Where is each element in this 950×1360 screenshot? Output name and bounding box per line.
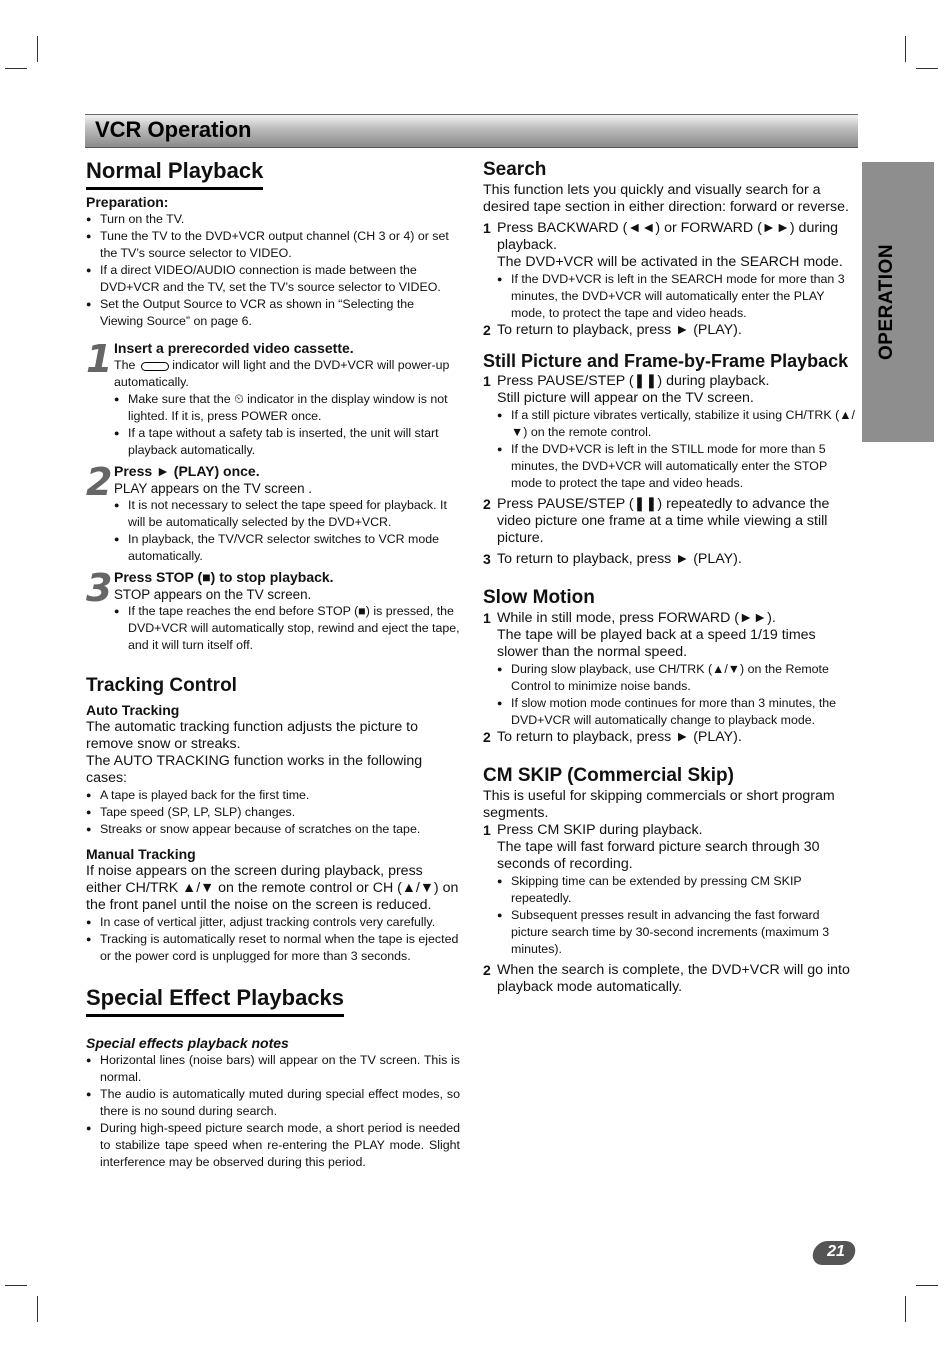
paragraph: This is useful for skipping commercials or short program segments.	[483, 788, 835, 821]
search-step-2	[483, 322, 855, 339]
step-number: 1	[483, 822, 491, 838]
still-step-2	[483, 496, 855, 547]
list-item: ● If the DVD+VCR is left in the SEARCH mode for more than 3 minutes, the DVD+VCR will automatically enter the PLAY mode, to protect the tape and video heads.	[497, 271, 855, 322]
list-item: ● During slow playback, use CH/TRK (▲/▼) on the Remote Control to minimize noise bands.	[497, 661, 855, 695]
list-item: ● Make sure that the ⏲ indicator in the display window is not lighted. If it is, press POWER once.	[114, 391, 460, 425]
step-title: Insert a prerecorded video cassette.	[114, 340, 354, 356]
left-column	[86, 156, 460, 1171]
list-item: ● In case of vertical jitter, adjust tracking controls very carefully.	[86, 914, 460, 931]
list-item: ● During high-speed picture search mode, a short period is needed to stabilize tape speed when re-entering the PLAY mode. Slight interference may be observed during this period.	[86, 1120, 460, 1171]
list-item: ● Skipping time can be extended by pressing CM SKIP repeatedly.	[497, 873, 855, 907]
step-text: Press PAUSE/STEP (❚❚) repeatedly to advance the video picture one frame at a time while viewing a still picture.	[497, 496, 830, 546]
step-text: The tape will fast forward picture search through 30 seconds of recording.	[497, 839, 820, 872]
list-item: ● The audio is automatically muted during special effect modes, so there is no sound during search.	[86, 1086, 460, 1120]
step-text: Press CM SKIP during playback.	[497, 822, 703, 838]
side-tab	[862, 162, 934, 442]
step-text: While in still mode, press FORWARD (►►).	[497, 610, 776, 626]
cmskip-step-2	[483, 962, 855, 996]
step-number: 2	[86, 460, 113, 504]
step-notes	[497, 271, 855, 322]
step-title: Press STOP (■) to stop playback.	[114, 569, 334, 585]
paragraph: The automatic tracking function adjusts the picture to remove snow or streaks.	[86, 719, 419, 752]
list-item: ● If a still picture vibrates vertically, stabilize it using CH/TRK (▲/▼) on the remote control.	[497, 407, 855, 441]
crop-mark	[37, 36, 38, 62]
tape-indicator-icon	[139, 361, 169, 371]
manual-tracking-list	[86, 914, 460, 965]
step-notes	[114, 603, 460, 654]
slow-motion-heading: Slow Motion	[483, 587, 595, 608]
step-text: PLAY appears on the TV screen .	[114, 481, 313, 496]
list-item: ● If slow motion mode continues for more than 3 minutes, the DVD+VCR will automatically change to playback mode.	[497, 695, 855, 729]
list-item: ● It is not necessary to select the tape speed for playback. It will be automatically selected by the DVD+VCR.	[114, 497, 460, 531]
step-number: 1	[86, 337, 113, 381]
special-effect-heading: Special Effect Playbacks	[86, 983, 344, 1017]
still-step-3	[483, 551, 855, 568]
side-tab-label: OPERATION	[876, 243, 897, 360]
step-text: To return to playback, press ► (PLAY).	[497, 322, 742, 338]
step-text: STOP appears on the TV screen.	[114, 587, 312, 602]
crop-mark	[916, 68, 938, 69]
page-title: VCR Operation	[95, 117, 252, 142]
paragraph: This function lets you quickly and visually search for a desired tape section in either direction: forward or reverse.	[483, 182, 849, 215]
cmskip-step-1	[483, 822, 855, 958]
step-text: When the search is complete, the DVD+VCR will go into playback mode automatically.	[497, 962, 850, 995]
step-text: Press PAUSE/STEP (❚❚) during playback.	[497, 373, 770, 389]
tracking-control-heading: Tracking Control	[86, 675, 237, 696]
list-item: ● In playback, the TV/VCR selector switches to VCR mode automatically.	[114, 531, 460, 565]
still-step-1	[483, 373, 855, 492]
list-item: ● If a direct VIDEO/AUDIO connection is made between the DVD+VCR and the TV, set the TV’s source selector to VIDEO.	[86, 262, 460, 296]
list-item: ● Tune the TV to the DVD+VCR output channel (CH 3 or 4) or set the TV’s source selector to VIDEO.	[86, 228, 460, 262]
step-text: To return to playback, press ► (PLAY).	[497, 551, 742, 567]
section-header-bar	[85, 114, 858, 148]
list-item: ● A tape is played back for the first time.	[86, 787, 460, 804]
list-item: ● If the DVD+VCR is left in the STILL mode for more than 5 minutes, the DVD+VCR will automatically enter the STOP mode to protect the tape and video heads.	[497, 441, 855, 492]
paragraph: The AUTO TRACKING function works in the following cases:	[86, 753, 423, 786]
step-number: 2	[483, 729, 491, 745]
step-notes	[497, 873, 855, 958]
search-step-1	[483, 220, 855, 322]
step-text: To return to playback, press ► (PLAY).	[497, 729, 742, 745]
list-item: ● Tracking is automatically reset to normal when the tape is ejected or the power cord is unplugged for more than 3 seconds.	[86, 931, 460, 965]
step-text: The tape will be played back at a speed 1/19 times slower than the normal speed.	[497, 627, 816, 660]
list-item: ● If a tape without a safety tab is inserted, the unit will start playback automatically.	[114, 425, 460, 459]
list-item: ● Tape speed (SP, LP, SLP) changes.	[86, 804, 460, 821]
list-item: ● Set the Output Source to VCR as shown in “Selecting the Viewing Source” on page 6.	[86, 296, 460, 330]
step-number: 2	[483, 962, 491, 978]
playback-step-2	[86, 460, 460, 565]
auto-tracking-heading: Auto Tracking	[86, 702, 180, 718]
step-number: 1	[483, 610, 491, 626]
search-heading: Search	[483, 159, 547, 180]
preparation-list	[86, 211, 460, 330]
step-number: 2	[483, 322, 491, 338]
step-text: The DVD+VCR will be activated in the SEARCH mode.	[497, 254, 843, 270]
step-number: 3	[86, 566, 113, 610]
step-notes	[114, 391, 460, 459]
playback-step-1	[86, 337, 460, 459]
step-text: The indicator will light and the DVD+VCR will power-up automatically.	[114, 358, 450, 389]
step-number: 2	[483, 496, 491, 512]
list-item: ● Streaks or snow appear because of scratches on the tape.	[86, 821, 460, 838]
slow-step-1	[483, 610, 855, 729]
crop-mark	[905, 36, 906, 62]
manual-tracking-heading: Manual Tracking	[86, 846, 196, 862]
still-picture-heading: Still Picture and Frame-by-Frame Playback	[483, 351, 849, 371]
step-notes	[497, 661, 855, 729]
step-title: Press ► (PLAY) once.	[114, 463, 260, 479]
crop-mark	[5, 1285, 27, 1286]
paragraph: If noise appears on the screen during playback, press either CH/TRK ▲/▼ on the remote control or CH (▲/▼) on the front panel until the noise on the screen is reduced.	[86, 863, 459, 913]
preparation-heading: Preparation:	[86, 194, 169, 210]
step-text: Press BACKWARD (◄◄) or FORWARD (►►) during playback.	[497, 220, 838, 253]
list-item: ● Turn on the TV.	[86, 211, 460, 228]
list-item: ● Horizontal lines (noise bars) will appear on the TV screen. This is normal.	[86, 1052, 460, 1086]
slow-step-2	[483, 729, 855, 746]
step-number: 1	[483, 373, 491, 389]
step-text: Still picture will appear on the TV screen.	[497, 390, 754, 406]
step-number: 3	[483, 551, 491, 567]
right-column	[483, 158, 855, 996]
normal-playback-heading: Normal Playback	[86, 156, 263, 190]
crop-mark	[37, 1296, 38, 1322]
playback-step-3	[86, 566, 460, 654]
crop-mark	[916, 1285, 938, 1286]
special-notes-heading: Special effects playback notes	[86, 1035, 289, 1051]
auto-tracking-list	[86, 787, 460, 838]
step-number: 1	[483, 220, 491, 236]
list-item: ● If the tape reaches the end before STOP (■) is pressed, the DVD+VCR will automatically stop, rewind and eject the tape, and it will turn itself off.	[114, 603, 460, 654]
special-notes-list	[86, 1052, 460, 1171]
cm-skip-heading: CM SKIP (Commercial Skip)	[483, 765, 734, 786]
crop-mark	[905, 1296, 906, 1322]
step-notes	[114, 497, 460, 565]
step-notes	[497, 407, 855, 492]
crop-mark	[5, 68, 27, 69]
list-item: ● Subsequent presses result in advancing the fast forward picture search time by 30-second increments (maximum 3 minutes).	[497, 907, 855, 958]
page-number: 21	[827, 1243, 845, 1260]
